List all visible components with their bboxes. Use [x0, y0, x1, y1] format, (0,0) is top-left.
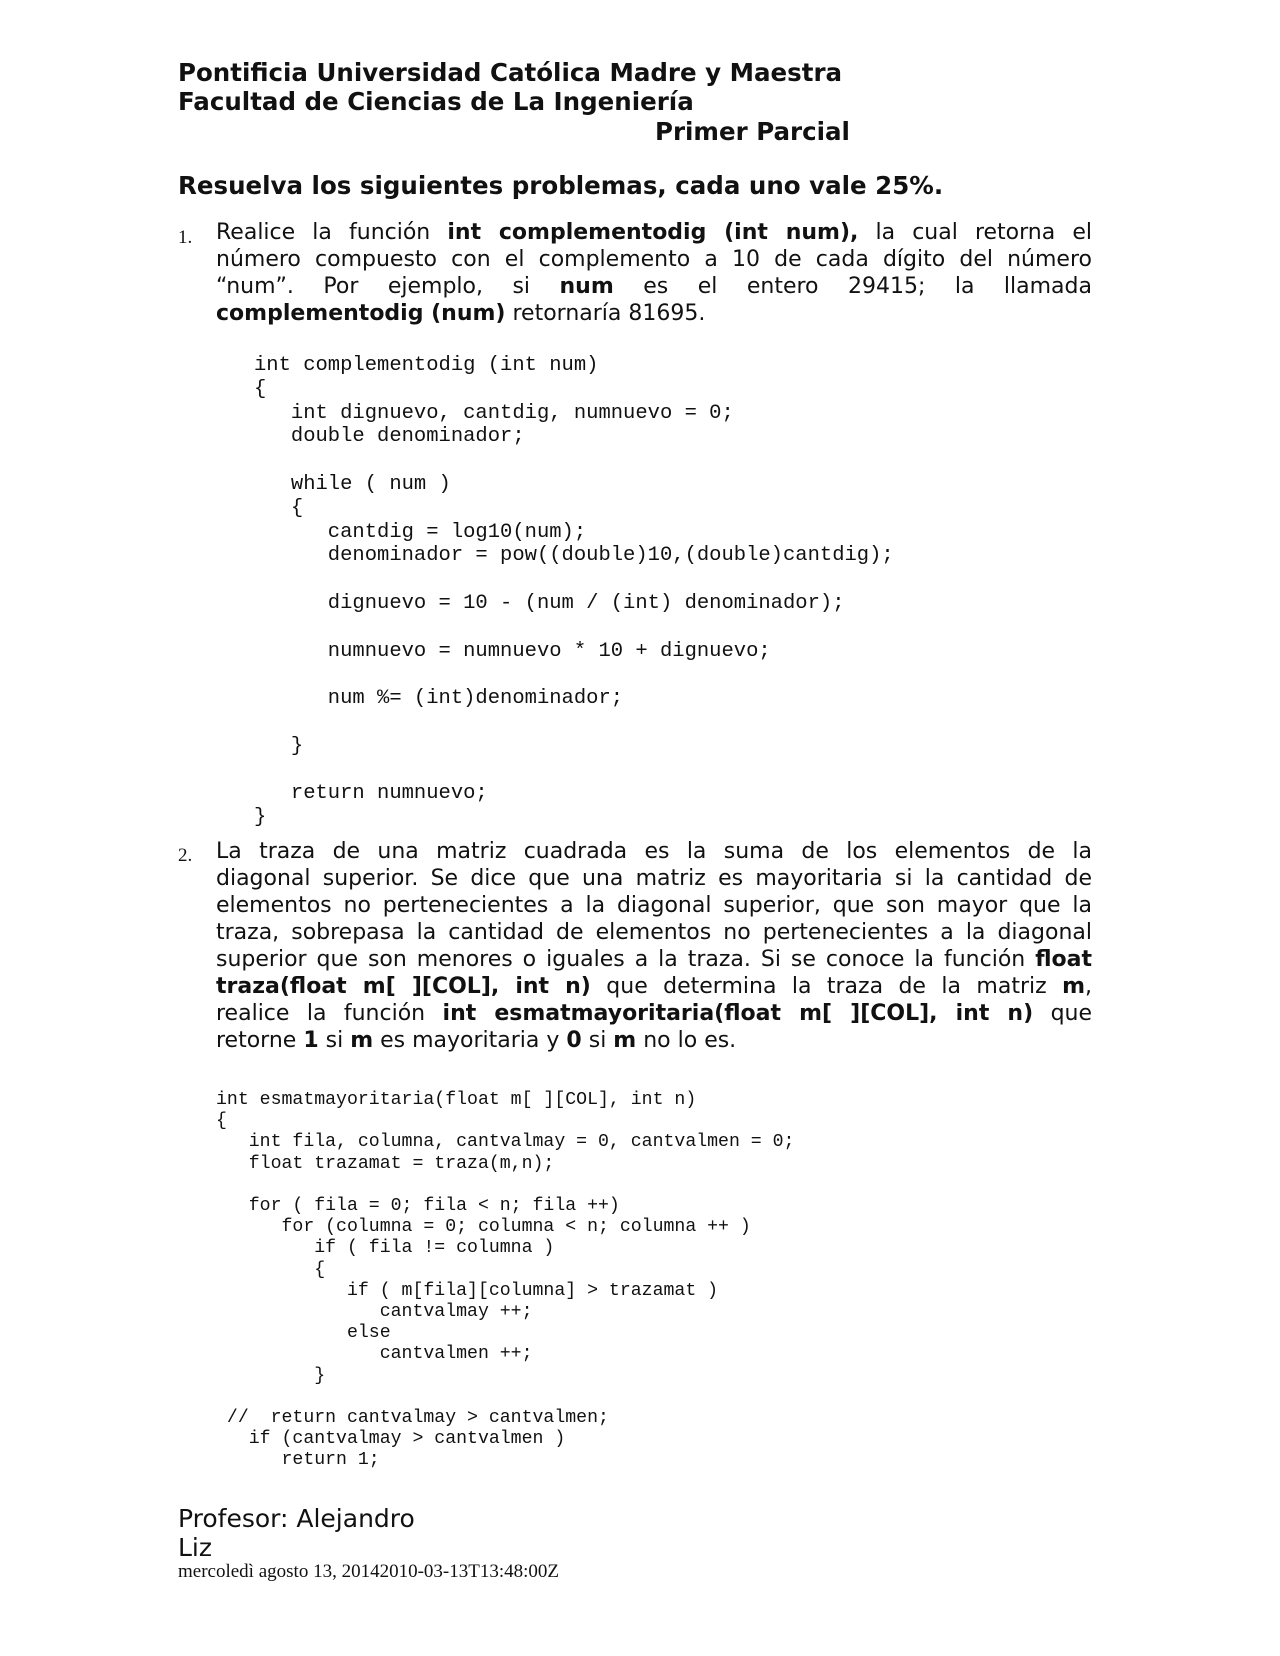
bold-text: int complementodig (int num), [447, 220, 859, 245]
text: , [1085, 974, 1093, 999]
code-line: float trazamat = traza(m,n); [216, 1153, 555, 1174]
code-line [254, 568, 894, 592]
question-2-text [216, 838, 1092, 1054]
code-line [254, 663, 894, 687]
text: retornaría 81695. [505, 301, 706, 326]
code-line: cantdig = log10(num); [254, 520, 587, 544]
code-line: { [216, 1259, 326, 1280]
code-line: return numnuevo; [254, 782, 488, 806]
code-line: { [216, 1111, 227, 1132]
bold-text: m [613, 1028, 637, 1053]
code-line: if ( m[fila][columna] > trazamat ) [216, 1280, 719, 1301]
code-line: denominador = pow((double)10,(double)cantdig); [254, 544, 894, 568]
code-line: } [254, 734, 304, 758]
code-line [254, 449, 894, 473]
paragraph-line [216, 973, 1092, 1000]
code-line: { [254, 496, 304, 520]
text: retorne [216, 1028, 304, 1053]
code-line: if (cantvalmay > cantvalmen ) [216, 1429, 566, 1450]
exam-title: Primer Parcial [655, 117, 850, 146]
text: la cual retorna el [858, 220, 1092, 245]
code-line: for (columna = 0; columna < n; columna ++ ) [216, 1217, 751, 1238]
bold-text: num [559, 274, 614, 299]
bold-text: int esmatmayoritaria(float m[ ][COL], int n) [442, 1001, 1034, 1026]
code-line: int dignuevo, cantdig, numnuevo = 0; [254, 401, 734, 425]
question-1-text [216, 219, 1092, 327]
text: si [581, 1028, 614, 1053]
code-line: // return cantvalmay > cantvalmen; [216, 1408, 609, 1429]
code-line [216, 1387, 794, 1408]
code-line: cantvalmen ++; [216, 1344, 533, 1365]
text: La traza de una matriz cuadrada es la suma de los elementos de la [216, 839, 1092, 864]
code-line: else [216, 1323, 391, 1344]
text: “num”. Por ejemplo, si [216, 274, 560, 299]
text: es mayoritaria y [373, 1028, 567, 1053]
code-line [216, 1175, 794, 1196]
code-line: } [254, 806, 267, 830]
paragraph-line [216, 838, 1092, 865]
text: si [318, 1028, 351, 1053]
paragraph-line [216, 300, 1092, 327]
paragraph-line [216, 219, 1092, 246]
paragraph-line [216, 892, 1092, 919]
professor-surname: Liz [178, 1533, 212, 1562]
text: es el entero 29415; la llamada [613, 274, 1092, 299]
document-date: mercoledì agosto 13, 20142010-03-13T13:48:00Z [178, 1561, 559, 1582]
code-line: double denominador; [254, 425, 525, 449]
bold-text: m [1062, 974, 1086, 999]
text: elementos no pertenecientes a la diagonal superior, que son mayor que la [216, 893, 1092, 918]
question-2-number: 2. [178, 845, 193, 866]
text: Realice la función [216, 220, 448, 245]
text: que determina la traza de la matriz [590, 974, 1063, 999]
paragraph-line [216, 946, 1092, 973]
code-line: int esmatmayoritaria(float m[ ][COL], int n) [216, 1090, 697, 1110]
code-line: numnuevo = numnuevo * 10 + dignuevo; [254, 639, 771, 663]
paragraph-line [216, 1027, 1092, 1054]
text: superior que son menores o iguales a la traza. Si se conoce la función [216, 947, 1036, 972]
bold-text: 1 [303, 1028, 319, 1053]
text: no lo es. [636, 1028, 737, 1053]
question-2-code [216, 1090, 794, 1472]
code-line: for ( fila = 0; fila < n; fila ++) [216, 1196, 620, 1217]
paragraph-line [216, 919, 1092, 946]
code-line: cantvalmay ++; [216, 1302, 533, 1323]
code-line: int fila, columna, cantvalmay = 0, cantvalmen = 0; [216, 1132, 795, 1153]
text: diagonal superior. Se dice que una matriz es mayoritaria si la cantidad de [216, 866, 1092, 891]
paragraph-line [216, 865, 1092, 892]
text: número compuesto con el complemento a 10 de cada dígito del número [216, 247, 1092, 272]
text: traza, sobrepasa la cantidad de elementos no pertenecientes a la diagonal [216, 920, 1092, 945]
university-name: Pontificia Universidad Católica Madre y Maestra [178, 58, 843, 87]
bold-text: 0 [566, 1028, 582, 1053]
bold-text: float [1035, 947, 1092, 972]
code-line: while ( num ) [254, 472, 451, 496]
text: que [1033, 1001, 1093, 1026]
bold-text: m [350, 1028, 374, 1053]
faculty-name: Facultad de Ciencias de La Ingeniería [178, 87, 694, 116]
code-line: num %= (int)denominador; [254, 687, 624, 711]
code-line: dignuevo = 10 - (num / (int) denominador); [254, 591, 845, 615]
paragraph-line [216, 1000, 1092, 1027]
paragraph-line [216, 273, 1092, 300]
code-line: int complementodig (int num) [254, 354, 599, 377]
code-line: if ( fila != columna ) [216, 1238, 555, 1259]
text: realice la función [216, 1001, 443, 1026]
bold-text: traza(float m[ ][COL], int n) [216, 974, 591, 999]
code-line: { [254, 377, 267, 401]
code-line [254, 711, 894, 735]
paragraph-line [216, 246, 1092, 273]
code-line: return 1; [216, 1450, 380, 1471]
code-line [254, 759, 894, 783]
question-1-code [254, 354, 894, 830]
instructions-heading: Resuelva los siguientes problemas, cada uno vale 25%. [178, 171, 944, 200]
bold-text: complementodig (num) [216, 301, 506, 326]
question-1-number: 1. [178, 227, 193, 248]
professor-label: Profesor: Alejandro [178, 1504, 415, 1533]
code-line: } [216, 1365, 326, 1386]
code-line [254, 616, 894, 640]
